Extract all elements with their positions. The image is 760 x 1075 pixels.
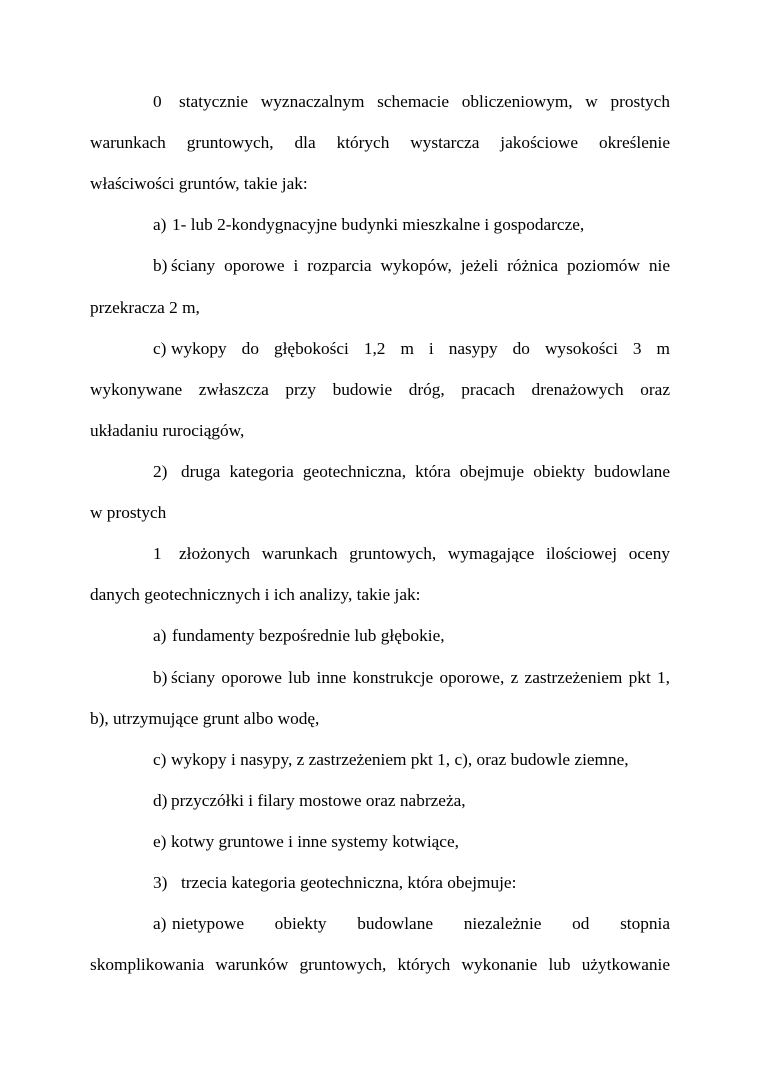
line-text: nietypowe obiekty budowlane niezależnie od stopnia <box>172 914 670 933</box>
category-3-line <box>153 873 516 893</box>
line-text: statycznie wyznaczalnym schemacie obliczeniowym, w prostych <box>179 92 670 111</box>
list-marker: b) <box>153 256 168 275</box>
line-text: złożonych warunkach gruntowych, wymagające ilościowej oceny <box>179 544 670 563</box>
list-item-e-2 <box>153 832 459 852</box>
line-text: 1- lub 2-kondygnacyjne budynki mieszkalne i gospodarcze, <box>172 215 585 234</box>
line-text: ściany oporowe i rozparcia wykopów, jeżeli różnica poziomów nie <box>171 256 670 275</box>
list-item-c-2 <box>153 750 629 770</box>
line-text: wykopy i nasypy, z zastrzeżeniem pkt 1, c), oraz budowle ziemne, <box>171 750 629 769</box>
list-marker: d) <box>153 791 168 810</box>
line-text: wykopy do głębokości 1,2 m i nasypy do wysokości 3 m <box>171 339 670 358</box>
list-item-a-2 <box>153 626 445 646</box>
list-item-b-2 <box>153 668 670 688</box>
list-marker: e) <box>153 832 167 851</box>
list-marker: 0 <box>153 92 162 111</box>
paragraph-line-3: właściwości gruntów, takie jak: <box>90 174 308 193</box>
list-marker: a) <box>153 215 167 234</box>
list-marker: a) <box>153 914 167 933</box>
paragraph-line-16: b), utrzymujące grunt albo wodę, <box>90 709 320 728</box>
paragraph-line-13: danych geotechnicznych i ich analizy, takie jak: <box>90 585 421 604</box>
paragraph-line-22: skomplikowania warunków gruntowych, których wykonanie lub użytkowanie <box>90 955 670 974</box>
paragraph-line-11: w prostych <box>90 503 167 522</box>
list-marker: c) <box>153 750 167 769</box>
list-item-b-1 <box>153 256 670 276</box>
line-text: przyczółki i filary mostowe oraz nabrzeża, <box>171 791 466 810</box>
list-item-a-1 <box>153 215 584 235</box>
list-marker: 2) <box>153 462 168 481</box>
paragraph-line-12 <box>153 544 670 564</box>
list-marker: 1 <box>153 544 162 563</box>
line-text: fundamenty bezpośrednie lub głębokie, <box>172 626 445 645</box>
paragraph-line-6: przekracza 2 m, <box>90 298 200 317</box>
list-item-a-3 <box>153 914 670 934</box>
list-marker: a) <box>153 626 167 645</box>
list-item-d-2 <box>153 791 466 811</box>
list-marker: 3) <box>153 873 168 892</box>
line-text: ściany oporowe lub inne konstrukcje oporowe, z zastrzeżeniem pkt 1, <box>171 668 670 687</box>
list-marker: c) <box>153 339 167 358</box>
paragraph-line-2: warunkach gruntowych, dla których wystarcza jakościowe określenie <box>90 133 670 152</box>
list-item-c-1 <box>153 339 670 359</box>
paragraph-line-8: wykonywane zwłaszcza przy budowie dróg, pracach drenażowych oraz <box>90 380 670 399</box>
list-marker: b) <box>153 668 168 687</box>
category-2-line <box>153 462 670 482</box>
paragraph-line-1 <box>153 92 670 112</box>
line-text: kotwy gruntowe i inne systemy kotwiące, <box>171 832 459 851</box>
line-text: trzecia kategoria geotechniczna, która obejmuje: <box>181 873 517 892</box>
paragraph-line-9: układaniu rurociągów, <box>90 421 245 440</box>
line-text: druga kategoria geotechniczna, która obejmuje obiekty budowlane <box>181 462 670 481</box>
